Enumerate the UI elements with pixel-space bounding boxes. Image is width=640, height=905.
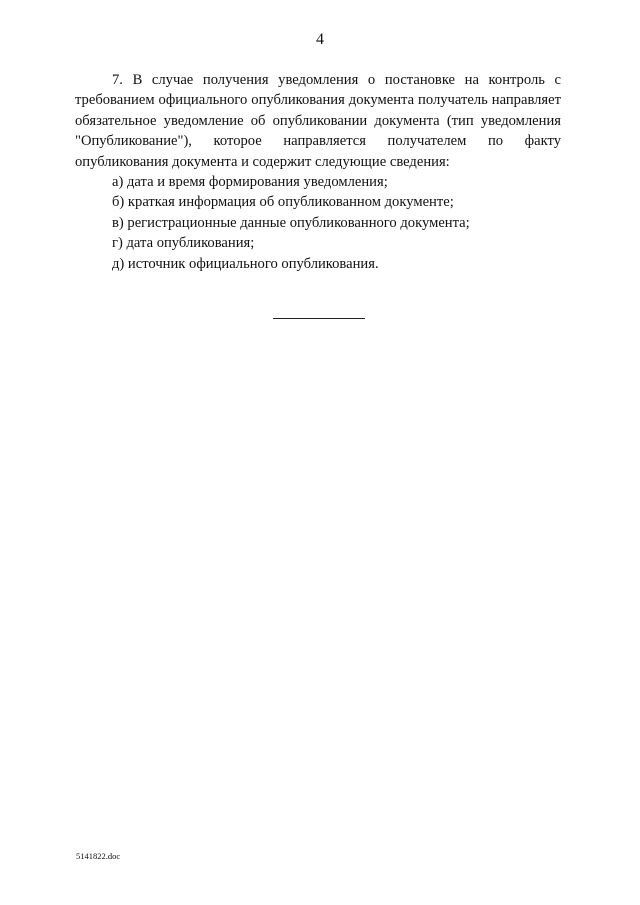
document-body [75,70,561,274]
file-reference: 5141822.doc [76,851,121,861]
list-item-b: б) краткая информация об опубликованном документе; [112,194,454,211]
list-item-g: г) дата опубликования; [112,235,255,252]
paragraph-7: 7. В случае получения уведомления о постановке на контроль с требованием официального опубликования документа получатель направляет обязательное уведомление об опубликовании документа (тип уведомления "Опубликование"), которое направляется получателем по факту опубликования документа и содержит следующие сведения: [75,72,561,170]
list-item-d: д) источник официального опубликования. [112,255,379,272]
list-item-v: в) регистрационные данные опубликованного документа; [112,214,470,231]
page-number: 4 [316,31,324,48]
end-separator-line [273,318,365,319]
list-item-a: а) дата и время формирования уведомления; [112,174,388,191]
